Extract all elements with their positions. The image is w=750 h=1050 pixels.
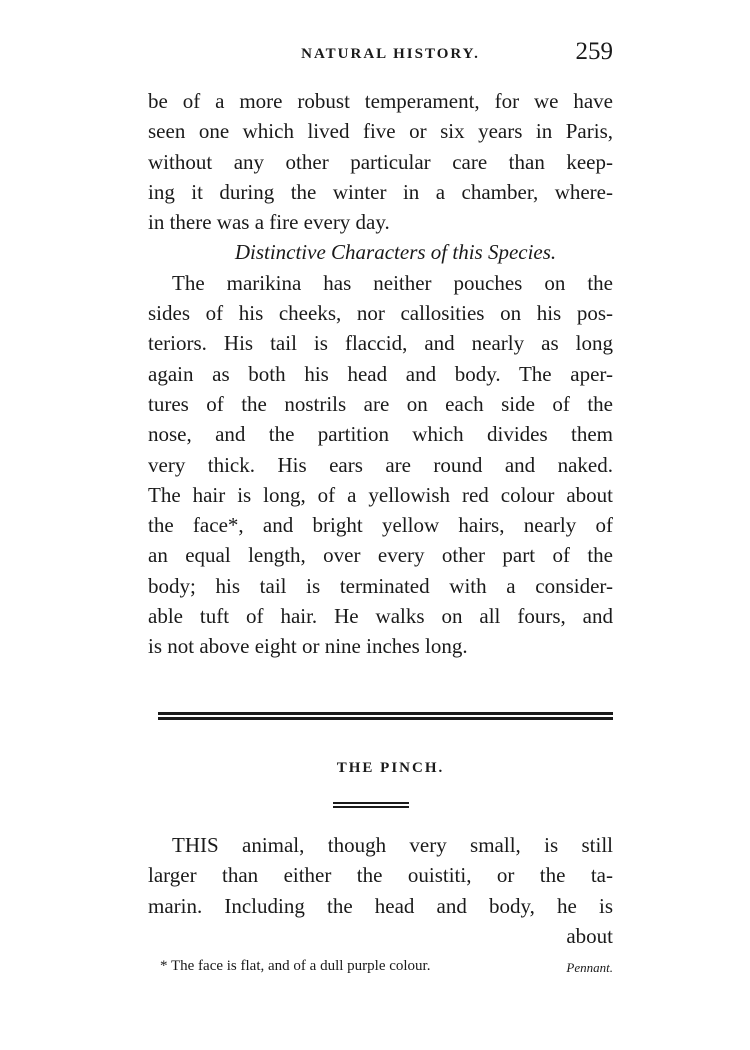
- text-line: seen one which lived five or six years in Paris,: [148, 119, 613, 144]
- footnote-attribution: Pennant.: [566, 960, 613, 975]
- text-line: nose, and the partition which divides them: [148, 422, 613, 447]
- text-line: body; his tail is terminated with a consider-: [148, 573, 613, 598]
- text-line: sides of his cheeks, nor callosities on his pos-: [148, 301, 613, 326]
- text-line: THIS animal, though very small, is still: [172, 833, 613, 857]
- title-underline-rule: [333, 802, 409, 808]
- text-line: The marikina has neither pouches on the: [172, 270, 613, 295]
- running-head-title: NATURAL HISTORY.: [301, 46, 480, 62]
- text-line: in there was a fire every day.: [148, 210, 390, 235]
- page-number: 259: [575, 38, 613, 65]
- text-line: The hair is long, of a yellowish red colour about: [148, 482, 613, 507]
- section-title: THE PINCH.: [336, 760, 445, 776]
- text-line: again as both his head and body. The aper-: [148, 361, 613, 386]
- footnote: [160, 958, 613, 976]
- text-line: tures of the nostrils are on each side of the: [148, 391, 613, 416]
- section-divider-rule: [158, 712, 613, 722]
- text-line: able tuft of hair. He walks on all fours, and: [148, 604, 613, 629]
- footnote-text: * The face is flat, and of a dull purple colour.: [160, 958, 431, 974]
- text-line: very thick. His ears are round and naked.: [148, 452, 613, 477]
- text-line: ing it during the winter in a chamber, where-: [148, 179, 613, 204]
- body-text-marikina: [148, 86, 613, 662]
- text-line: is not above eight or nine inches long.: [148, 634, 468, 659]
- text-line: without any other particular care than keep-: [148, 149, 613, 174]
- text-line: an equal length, over every other part of the: [148, 543, 613, 568]
- body-text-pinch: [148, 830, 613, 951]
- text-line: be of a more robust temperament, for we have: [148, 89, 613, 113]
- subheading: Distinctive Characters of this Species.: [234, 240, 557, 265]
- text-line: larger than either the ouistiti, or the ta-: [148, 863, 613, 888]
- text-line: marin. Including the head and body, he is: [148, 893, 613, 918]
- catchword: about: [566, 923, 613, 948]
- text-line: the face*, and bright yellow hairs, nearly of: [148, 513, 613, 538]
- text-line: teriors. His tail is flaccid, and nearly as long: [148, 331, 613, 356]
- running-head: [148, 38, 613, 68]
